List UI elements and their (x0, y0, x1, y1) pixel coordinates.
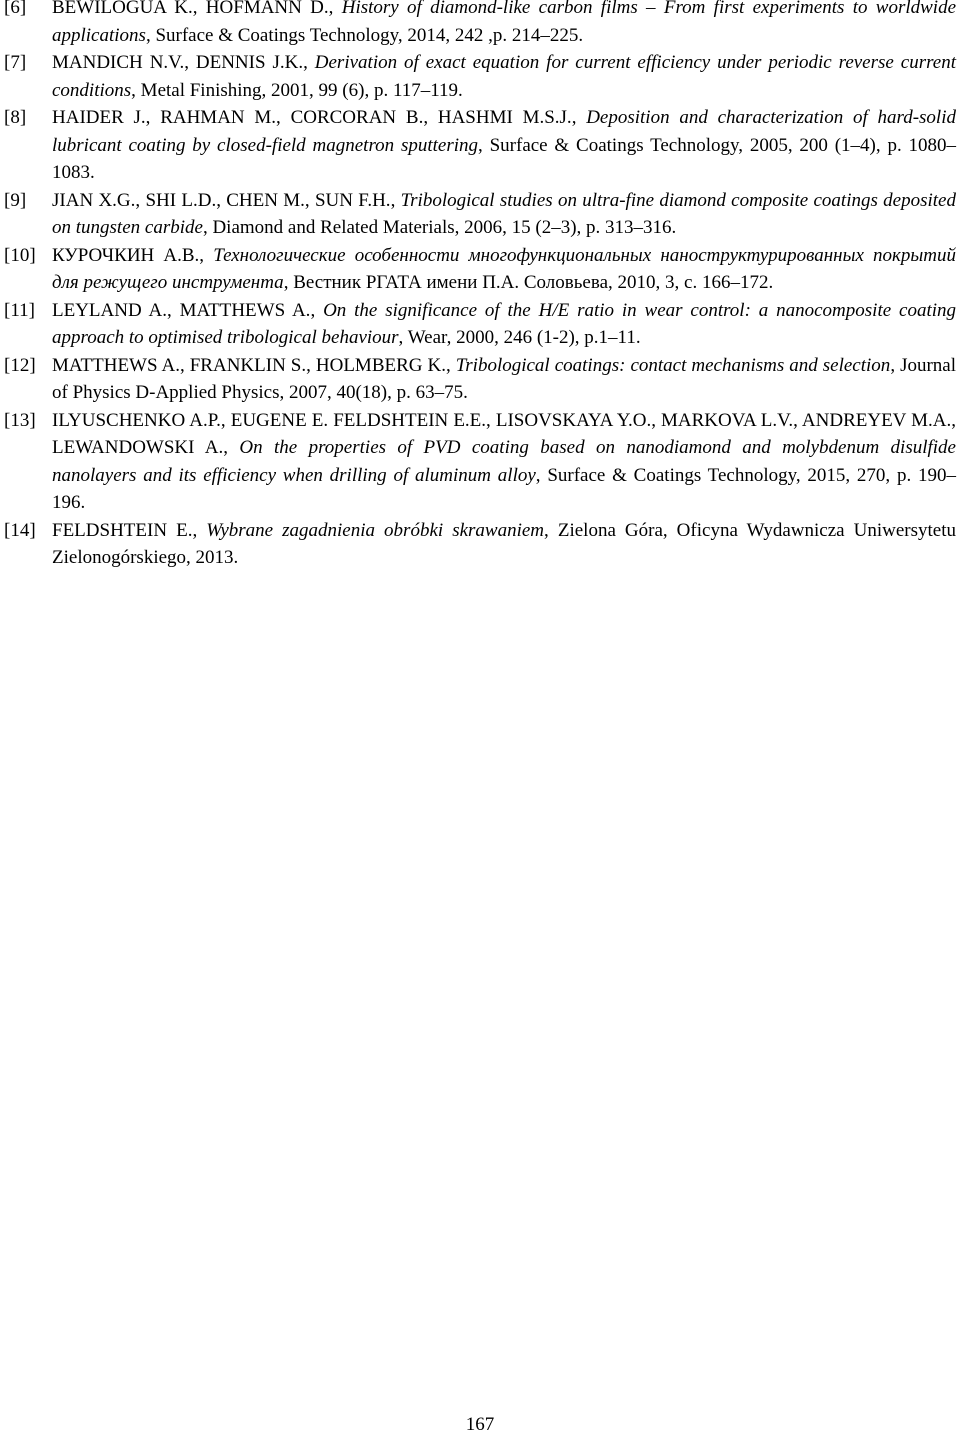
reference-item (4, 517, 956, 572)
reference-item (4, 242, 956, 297)
reference-authors: JIAN X.G., SHI L.D., CHEN M., SUN F.H. (52, 189, 391, 211)
reference-source: Wear, 2000, 246 (1-2), p.1–11. (407, 327, 641, 348)
reference-body: КУРОЧКИН А.В., Технологические особенности многофункциональных наноструктурированных покрытий для режущего инструмента, Вестник РГАТА имени П.А. Соловьева, 2010, 3, с. 166–172. (52, 244, 956, 293)
reference-number: [12] (4, 354, 36, 376)
reference-list (4, 0, 956, 572)
reference-source: Вестник РГАТА имени П.А. Соловьева, 2010, 3, с. 166–172. (293, 272, 774, 293)
reference-number: [8] (4, 107, 27, 128)
reference-body: JIAN X.G., SHI L.D., CHEN M., SUN F.H., Tribological studies on ultra-fine diamond composite coatings deposited on tungsten carbide, Diamond and Related Materials, 2006, 15 (2–3), p. 313–316. (52, 189, 956, 238)
reference-body: MATTHEWS A., FRANKLIN S., HOLMBERG K., Tribological coatings: contact mechanisms and selection, Journal of Physics D-Applied Physics, 2007, 40(18), p. 63–75. (52, 354, 957, 403)
reference-body: HAIDER J., RAHMAN M., CORCORAN B., HASHMI M.S.J., Deposition and characterization of hard-solid lubricant coating by closed-field magnetron sputtering, Surface & Coatings Technology, 2005, 200 (1–4), p. 1080–1083. (52, 107, 957, 183)
reference-item (4, 0, 956, 49)
reference-authors: MATTHEWS A., FRANKLIN S., HOLMBERG K. (52, 354, 446, 376)
reference-number: [11] (4, 299, 35, 321)
reference-body: LEYLAND A., MATTHEWS A., On the significance of the H/E ratio in wear control: a nanocomposite coating approach to optimised tribological behaviour, Wear, 2000, 246 (1-2), p.1–11. (52, 299, 957, 348)
reference-title: Wybrane zagadnienia obróbki skrawaniem (206, 519, 545, 541)
reference-title: Derivation of exact equation for current efficiency under periodic reverse current conditions (52, 52, 956, 101)
reference-source: Surface & Coatings Technology, 2005, 200 (1–4), p. 1080–1083. (52, 134, 957, 183)
reference-title: Tribological coatings: contact mechanisms and selection (455, 354, 891, 376)
reference-authors: FELDSHTEIN E. (52, 519, 193, 541)
reference-title: Tribological studies on ultra-fine diamond composite coatings deposited on tungsten carbide (52, 189, 956, 238)
reference-source: Metal Finishing, 2001, 99 (6), p. 117–119. (140, 79, 463, 101)
reference-title: Deposition and characterization of hard-solid lubricant coating by closed-field magnetron sputtering (52, 107, 956, 156)
page-number: 167 (465, 1414, 495, 1435)
reference-body: FELDSHTEIN E., Wybrane zagadnienia obróbki skrawaniem, Zielona Góra, Oficyna Wydawnicza Uniwersytetu Zielonogórskiego, 2013. (52, 519, 957, 568)
reference-number: [6] (4, 0, 27, 18)
reference-number: [10] (4, 244, 36, 266)
reference-source: Journal of Physics D-Applied Physics, 2007, 40(18), p. 63–75. (52, 354, 957, 403)
reference-authors: BEWILOGUA K., HOFMANN D. (52, 0, 329, 18)
reference-item (4, 352, 956, 407)
reference-authors: КУРОЧКИН А.В. (52, 244, 200, 266)
reference-item (4, 49, 956, 104)
reference-body: ILYUSCHENKO A.P., EUGENE E. FELDSHTEIN E.E., LISOVSKAYA Y.O., MARKOVA L.V., ANDREYEV M.A., LEWANDOWSKI A., On the properties of PVD coating based on nanodiamond and molybdenum disulfide nanolayers and its efficiency when drilling of aluminum alloy, Surface & Coatings Technology, 2015, 270, p. 190–196. (52, 409, 956, 513)
reference-source: Diamond and Related Materials, 2006, 15 (2–3), p. 313–316. (212, 217, 677, 238)
reference-item (4, 407, 956, 517)
reference-title: History of diamond-like carbon films – From first experiments to worldwide applications (52, 0, 957, 46)
reference-source: Surface & Coatings Technology, 2015, 270, p. 190–196. (52, 464, 956, 513)
reference-authors: HAIDER J., RAHMAN M., CORCORAN B., HASHMI M.S.J. (52, 107, 572, 128)
reference-number: [9] (4, 189, 27, 211)
reference-item (4, 104, 956, 187)
reference-body: BEWILOGUA K., HOFMANN D., History of diamond-like carbon films – From first experiments to worldwide applications, Surface & Coatings Technology, 2014, 242 ,p. 214–225. (52, 0, 956, 49)
reference-item (4, 297, 956, 352)
reference-title: On the properties of PVD coating based on nanodiamond and molybdenum disulfide nanolayers and its efficiency when drilling of aluminum alloy (52, 437, 956, 486)
reference-number: [13] (4, 409, 36, 431)
reference-source: Zielona Góra, Oficyna Wydawnicza Uniwersytetu Zielonogórskiego, 2013. (52, 519, 957, 568)
reference-title: On the significance of the H/E ratio in wear control: a nanocomposite coating approach to optimised tribological behaviour (52, 299, 957, 348)
reference-number: [7] (4, 52, 27, 73)
reference-body: MANDICH N.V., DENNIS J.K., Derivation of exact equation for current efficiency under periodic reverse current conditions, Metal Finishing, 2001, 99 (6), p. 117–119. (52, 52, 956, 101)
reference-title: Технологические особенности многофункциональных наноструктурированных покрытий для режущего инструмента (52, 244, 956, 293)
reference-authors: ILYUSCHENKO A.P., EUGENE E. FELDSHTEIN E.E., LISOVSKAYA Y.O., MARKOVA L.V., ANDREYEV M.A., LEWANDOWSKI A. (52, 409, 956, 458)
reference-authors: LEYLAND A., MATTHEWS A. (52, 299, 311, 321)
reference-item (4, 187, 956, 242)
reference-source: Surface & Coatings Technology, 2014, 242 ,p. 214–225. (155, 24, 584, 46)
reference-number: [14] (4, 519, 36, 541)
reference-authors: MANDICH N.V., DENNIS J.K. (52, 52, 304, 73)
